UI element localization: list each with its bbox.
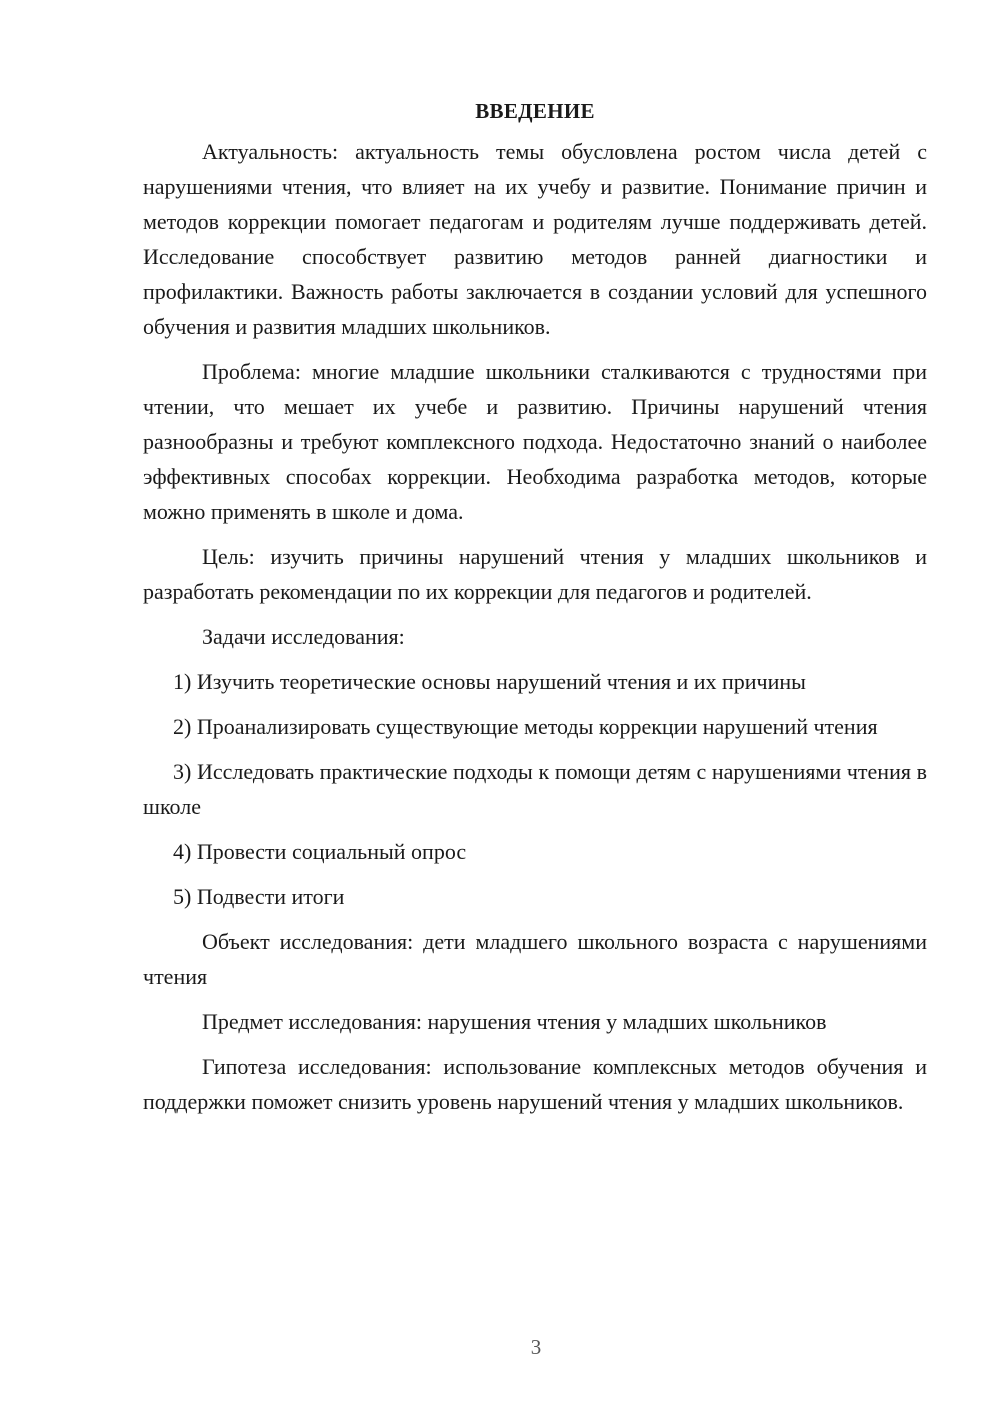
problem-paragraph: Проблема: многие младшие школьники сталкиваются с трудностями при чтении, что мешает их учебе и развитию. Причины нарушений чтения разнообразны и требуют комплексного подхода. Недостаточно знаний о наиболее эффективных способах коррекции. Необходима разработка методов, которые можно применять в школе и дома. xyxy=(143,359,927,524)
task-item: 2) Проанализировать существующие методы коррекции нарушений чтения xyxy=(173,714,878,739)
subject-paragraph: Предмет исследования: нарушения чтения у младших школьников xyxy=(202,1009,827,1034)
object-paragraph: Объект исследования: дети младшего школьного возраста с нарушениями чтения xyxy=(143,929,927,989)
task-item: 5) Подвести итоги xyxy=(173,884,345,909)
goal-paragraph: Цель: изучить причины нарушений чтения у младших школьников и разработать рекомендации по их коррекции для педагогов и родителей. xyxy=(143,544,927,604)
page-number: 3 xyxy=(530,1335,542,1359)
tasks-heading: Задачи исследования: xyxy=(202,624,405,649)
relevance-paragraph: Актуальность: актуальность темы обусловлена ростом числа детей с нарушениями чтения, что влияет на их учебу и развитие. Понимание причин и методов коррекции помогает педагогам и родителям лучше поддерживать детей. Исследование способствует развитию методов ранней диагностики и профилактики. Важность работы заключается в создании условий для успешного обучения и развития младших школьников. xyxy=(143,139,927,339)
page-title: ВВЕДЕНИЕ xyxy=(475,99,595,123)
task-item: 3) Исследовать практические подходы к помощи детям с нарушениями чтения в школе xyxy=(143,759,927,819)
hypothesis-paragraph: Гипотеза исследования: использование комплексных методов обучения и поддержки поможет снизить уровень нарушений чтения у младших школьников. xyxy=(143,1054,927,1114)
task-item: 1) Изучить теоретические основы нарушений чтения и их причины xyxy=(173,669,806,694)
task-item: 4) Провести социальный опрос xyxy=(173,839,467,864)
page-content xyxy=(143,96,927,1129)
